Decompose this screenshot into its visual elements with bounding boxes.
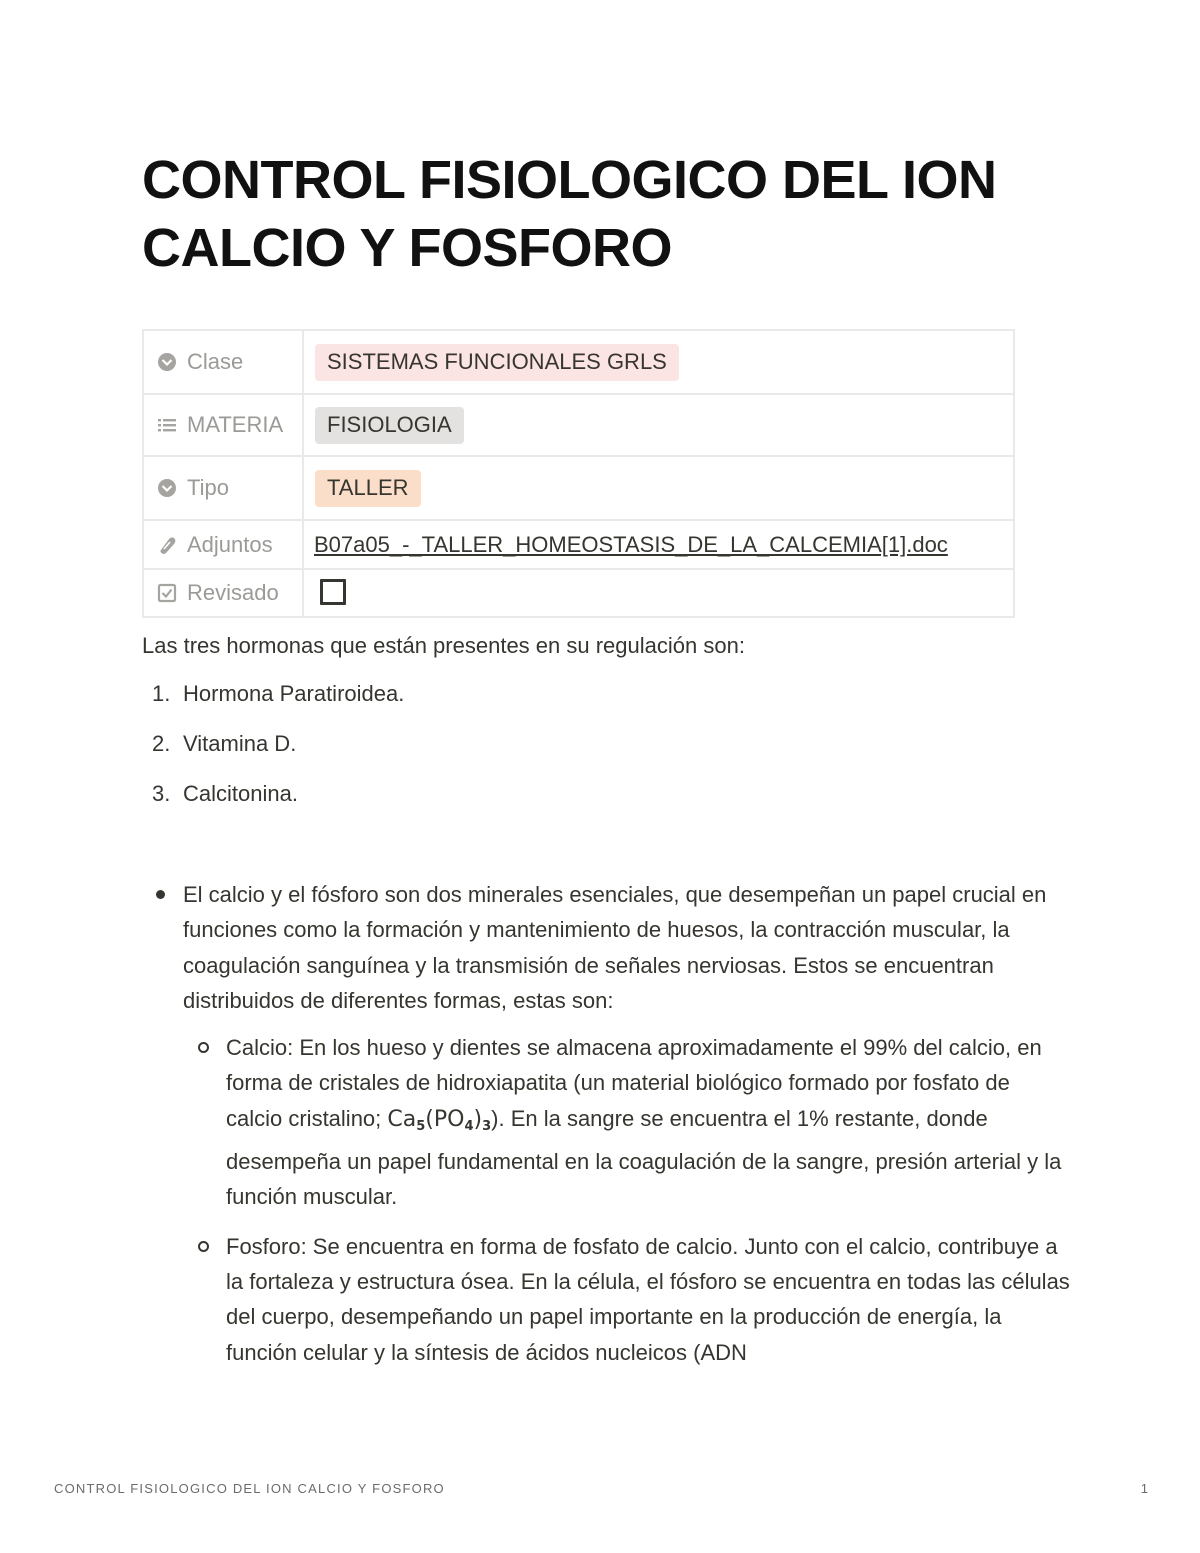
fosforo-text: Fosforo: Se encuentra en forma de fosfato de calcio. Junto con el calcio, contribuye a la fortaleza y estructura ósea. En la célula, el fósforo se encuentra en todas las células del cuerpo, desempeñando un papel importante en la producción de energía, la función celular y la síntesis de ácidos nucleicos (ADN [226,1233,1070,1365]
list-number: 2. [152,731,171,756]
revisado-checkbox[interactable] [320,579,346,605]
page-number: 1 [1140,1481,1148,1496]
select-icon [156,477,178,499]
minerals-bullet-list [142,877,1072,1384]
nested-bullet-list [142,1030,1072,1370]
list-item-text: Vitamina D. [183,731,297,756]
properties-table [142,329,1015,618]
bullet-dot [156,890,165,899]
property-row-clase [143,330,1014,394]
hormones-list [142,678,404,828]
list-number: 3. [152,781,171,806]
paperclip-icon [156,534,178,556]
checkbox-icon [156,582,178,604]
multi-select-icon [156,414,178,436]
property-row-materia [143,394,1014,456]
property-label-revisado: Revisado [187,580,279,605]
chemical-formula: $Ca_5(PO_4)_3$ [387,1106,492,1134]
materia-tag[interactable]: FISIOLOGIA [315,407,464,444]
select-icon [156,351,178,373]
property-label-tipo: Tipo [187,475,229,500]
property-row-tipo [143,456,1014,520]
bullet-text: El calcio y el fósforo son dos minerales esenciales, que desempeñan un papel crucial en funciones como la formación y mantenimiento de huesos, la contracción muscular, la coagulación sanguínea y la transmisión de señales nerviosas. Estos se encuentran distribuidos de diferentes formas, estas son: [183,882,1047,1013]
property-label-materia: MATERIA [187,412,284,437]
calcio-text-after: ). En la sangre se encuentra el 1% restante, donde desempeña un papel fundamental en la coagulación de la sangre, presión arterial y la función muscular. [226,1105,1062,1210]
property-row-adjuntos [143,520,1014,569]
footer-title: CONTROL FISIOLOGICO DEL ION CALCIO Y FOSFORO [54,1481,445,1496]
property-label-adjuntos: Adjuntos [187,531,273,557]
attachment-link[interactable]: B07a05_-_TALLER_HOMEOSTASIS_DE_LA_CALCEMIA[1].doc [314,531,948,557]
page-title: CONTROL FISIOLOGICO DEL ION CALCIO Y FOSFORO [142,150,997,278]
list-item [142,678,404,728]
list-number: 1. [152,681,171,706]
bullet-ring [198,1042,209,1053]
list-item [142,778,404,828]
property-label-clase: Clase [187,349,244,374]
clase-tag[interactable]: SISTEMAS FUNCIONALES GRLS [315,344,679,381]
bullet-ring [198,1241,209,1252]
list-item-text: Calcitonina. [183,781,298,806]
property-row-revisado [143,569,1014,617]
tipo-tag[interactable]: TALLER [315,470,421,507]
nested-bullet-item-calcio [142,1030,1072,1214]
bullet-item [142,877,1072,1018]
intro-paragraph: Las tres hormonas que están presentes en su regulación son: [142,633,745,658]
list-item-text: Hormona Paratiroidea. [183,681,405,706]
nested-bullet-item-fosforo [142,1229,1072,1370]
calcio-text-before: Calcio: En los hueso y dientes se almacena aproximadamente el 99% del calcio, en forma de cristales de hidroxiapatita (un material biológico formado por fosfato de calcio cristalino; [226,1035,1042,1131]
list-item [142,728,404,778]
